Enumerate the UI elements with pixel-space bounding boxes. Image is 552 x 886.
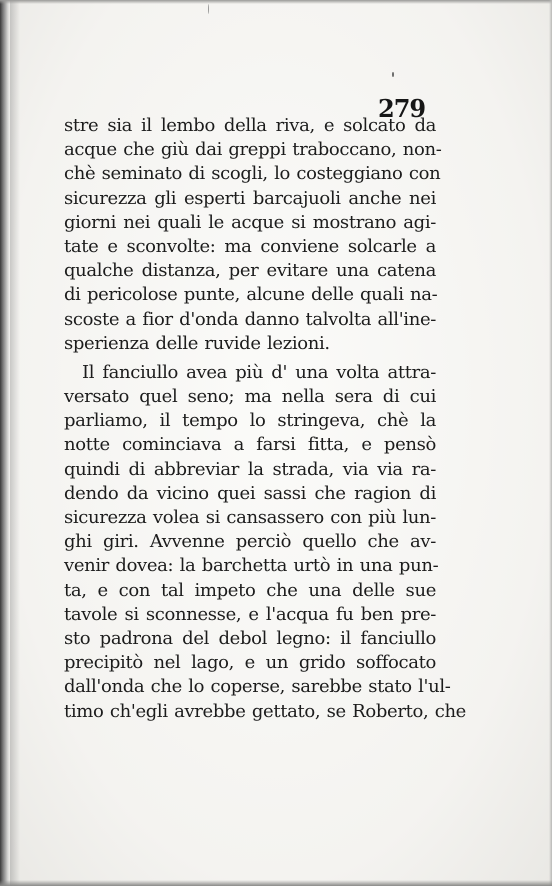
text-line: dendo da vicino quei sassi che ragion di (64, 482, 436, 504)
text-line: quindi di abbreviar la strada, via via ra- (64, 458, 436, 480)
text-line: di pericolose punte, alcune delle quali na- (64, 284, 438, 306)
paper-speck (208, 4, 209, 14)
text-line: chè seminato di scogli, lo costeggiano con (64, 163, 441, 185)
text-line: stre sia il lembo della riva, e solcato da (64, 115, 436, 136)
text-line: acque che giù dai greppi traboccano, non- (64, 139, 442, 161)
paper-speck (392, 72, 394, 77)
text-line: timo ch'egli avrebbe gettato, se Roberto, che (64, 700, 466, 722)
binding-shadow-soft (10, 0, 20, 886)
top-page-edge (0, 0, 552, 4)
text-line: ta, e con tal impeto che una delle sue (64, 579, 436, 601)
text-line: sto padrona del debol legno: il fanciullo (64, 627, 436, 649)
text-line: giorni nei quali le acque si mostrano agi- (64, 211, 436, 233)
text-line: parliamo, il tempo lo stringeva, chè la (64, 410, 436, 432)
text-line: sicurezza gli esperti barcajuoli anche nei (64, 187, 436, 209)
text-line: precipitò nel lago, e un grido soffocato (64, 652, 436, 674)
text-line: notte cominciava a farsi fitta, e pensò (64, 434, 436, 456)
text-line: tate e sconvolte: ma conviene solcarle a (64, 235, 436, 257)
bottom-page-edge (0, 880, 552, 886)
binding-shadow (0, 0, 10, 886)
text-line: versato quel seno; ma nella sera di cui (64, 386, 436, 408)
paragraph-start-line: Il fanciullo avea più d' una volta attra- (82, 361, 436, 383)
text-line: venir dovea: la barchetta urtò in una pun- (64, 555, 439, 577)
text-line: scoste a fior d'onda danno talvolta all'ine- (64, 308, 436, 330)
text-line: sicurezza volea si cansassero con più lun- (64, 507, 436, 528)
text-line: qualche distanza, per evitare una catena (64, 260, 436, 282)
paragraph-end-line: sperienza delle ruvide lezioni. (64, 332, 330, 354)
body-text (64, 114, 466, 724)
text-line: ghi giri. Avvenne perciò quello che av- (64, 531, 436, 553)
text-line: dall'onda che lo coperse, sarebbe stato l'ul- (64, 676, 451, 698)
page-number: 279 (378, 94, 426, 123)
text-line: tavole si sconnesse, e l'acqua fu ben pre- (64, 603, 436, 625)
